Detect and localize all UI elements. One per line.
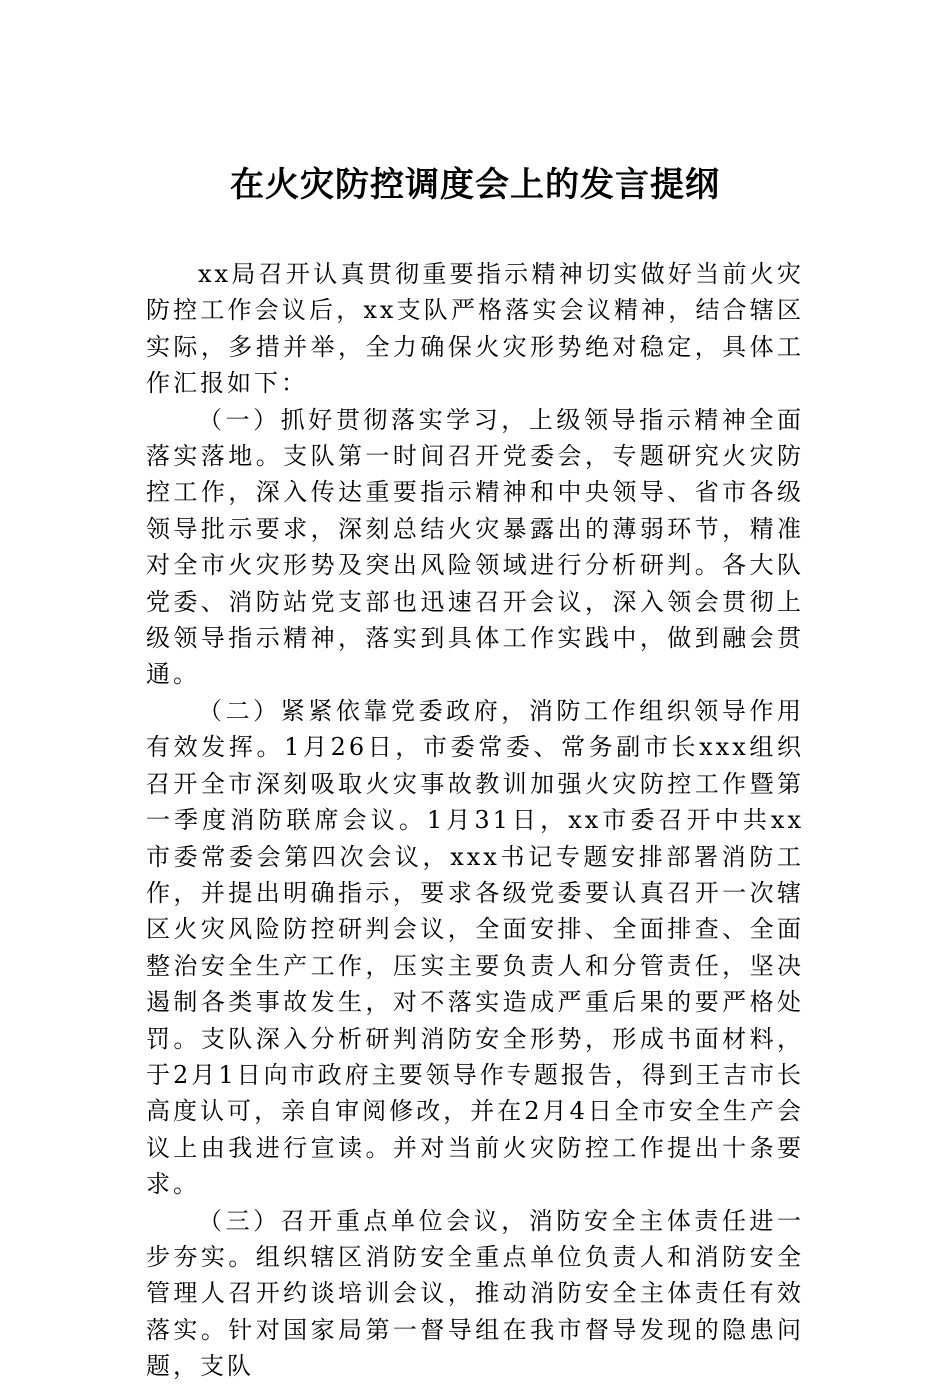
paragraph-section-3: （三）召开重点单位会议，消防安全主体责任进一步夯实。组织辖区消防安全重点单位负责人和消防安全管理人召开约谈培训会议，推动消防安全主体责任有效落实。针对国家局第一督导组在我市督导发现的隐患问题，支队 (146, 1206, 804, 1381)
document-title: 在火灾防控调度会上的发言提纲 (230, 165, 720, 205)
paragraph-section-1: （一）抓好贯彻落实学习，上级领导指示精神全面落实落地。支队第一时间召开党委会，专题研究火灾防控工作，深入传达重要指示精神和中央领导、省市各级领导批示要求，深刻总结火灾暴露出的薄弱环节，精准对全市火灾形势及突出风险领域进行分析研判。各大队党委、消防站党支部也迅速召开会议，深入领会贯彻上级领导指示精神，落实到具体工作实践中，做到融会贯通。 (146, 405, 804, 689)
paragraph-section-2: （二）紧紧依靠党委政府，消防工作组织领导作用有效发挥。1月26日，市委常委、常务副市长xxx组织召开全市深刻吸取火灾事故教训加强火灾防控工作暨第一季度消防联席会议。1月31日，xx市委召开中共xx市委常委会第四次会议，xxx书记专题安排部署消防工作，并提出明确指示，要求各级党委要认真召开一次辖区火灾风险防控研判会议，全面安排、全面排查、全面整治安全生产工作，压实主要负责人和分管责任，坚决遏制各类事故发生，对不落实造成严重后果的要严格处罚。支队深入分析研判消防安全形势，形成书面材料，于2月1日向市政府主要领导作专题报告，得到王吉市长高度认可，亲自审阅修改，并在2月4日全市安全生产会议上由我进行宣读。并对当前火灾防控工作提出十条要求。 (146, 696, 804, 1199)
paragraph-intro: xx局召开认真贯彻重要指示精神切实做好当前火灾防控工作会议后，xx支队严格落实会议精神，结合辖区实际，多措并举，全力确保火灾形势绝对稳定，具体工作汇报如下： (146, 260, 804, 398)
document-body (146, 256, 804, 1385)
